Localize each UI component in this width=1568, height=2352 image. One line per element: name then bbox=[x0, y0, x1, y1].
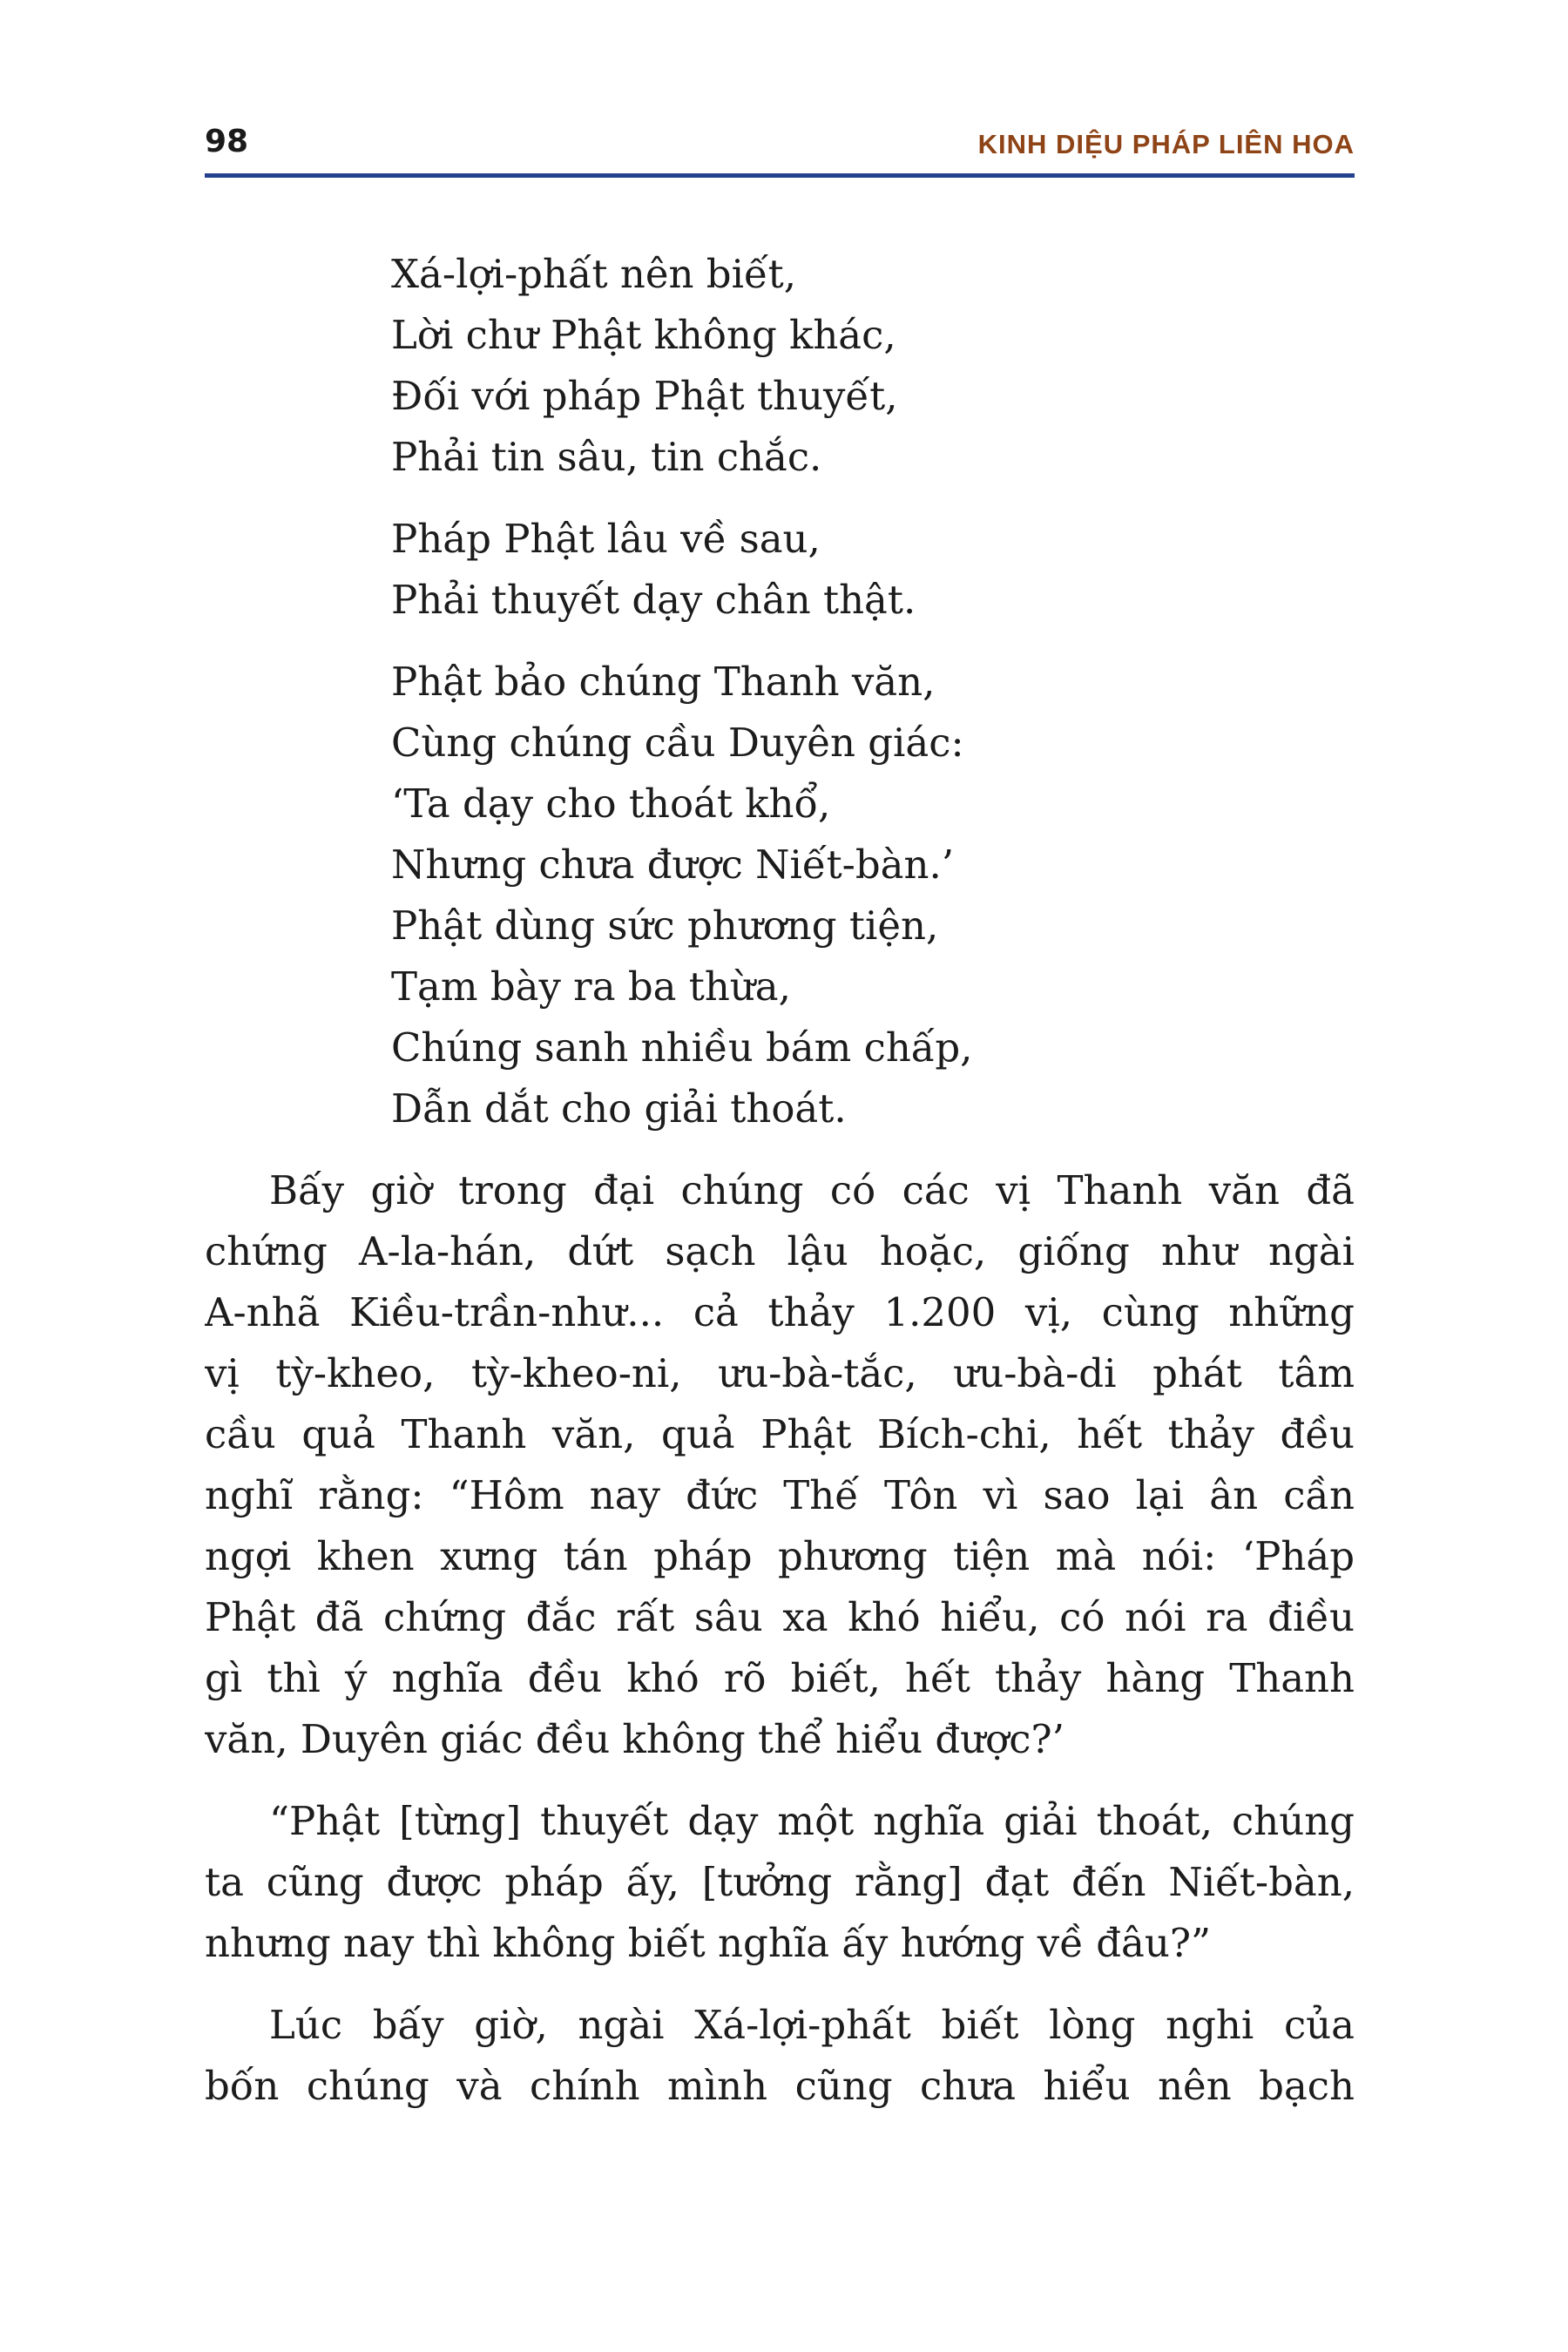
paragraph-line: chứng A-la-hán, dứt sạch lậu hoặc, giống như ngài bbox=[205, 1228, 1355, 1274]
running-title: KINH DIỆU PHÁP LIÊN HOA bbox=[977, 129, 1355, 159]
poem-stanza bbox=[391, 652, 1355, 1139]
poem-line: Phải thuyết dạy chân thật. bbox=[391, 577, 916, 623]
poem-line: Cùng chúng cầu Duyên giác: bbox=[391, 720, 964, 766]
paragraph-line: nghĩ rằng: “Hôm nay đức Thế Tôn vì sao lại ân cần bbox=[205, 1472, 1355, 1518]
poem-line: Phải tin sâu, tin chắc. bbox=[391, 434, 822, 480]
poem-line: Phật dùng sức phương tiện, bbox=[391, 902, 939, 949]
paragraph-line: “Phật [từng] thuyết dạy một nghĩa giải thoát, chúng bbox=[269, 1798, 1355, 1844]
page-body bbox=[205, 244, 1355, 2138]
page-number: 98 bbox=[205, 124, 249, 159]
paragraph-line: ta cũng được pháp ấy, [tưởng rằng] đạt đến Niết-bàn, bbox=[205, 1859, 1355, 1905]
poem-line: Phật bảo chúng Thanh văn, bbox=[391, 659, 936, 705]
paragraph-line: bốn chúng và chính mình cũng chưa hiểu nên bạch bbox=[205, 2063, 1355, 2109]
poem-line: Đối với pháp Phật thuyết, bbox=[391, 373, 898, 419]
paragraph-line: A-nhã Kiều-trần-như... cả thảy 1.200 vị, cùng những bbox=[205, 1289, 1355, 1335]
paragraph-line: ngợi khen xưng tán pháp phương tiện mà nói: ‘Pháp bbox=[205, 1533, 1355, 1579]
poem-line: Pháp Phật lâu về sau, bbox=[391, 516, 821, 562]
poem-stanza bbox=[391, 509, 1355, 631]
paragraph-line: nhưng nay thì không biết nghĩa ấy hướng về đâu?” bbox=[205, 1920, 1211, 1966]
paragraph-line: gì thì ý nghĩa đều khó rõ biết, hết thảy hàng Thanh bbox=[205, 1655, 1355, 1701]
paragraph-line: Lúc bấy giờ, ngài Xá-lợi-phất biết lòng nghi của bbox=[269, 2002, 1355, 2048]
page-header bbox=[205, 122, 1355, 166]
poem-stanza bbox=[391, 244, 1355, 488]
paragraph bbox=[205, 1995, 1355, 2117]
header-rule bbox=[205, 173, 1355, 178]
paragraph-line: vị tỳ-kheo, tỳ-kheo-ni, ưu-bà-tắc, ưu-bà-di phát tâm bbox=[205, 1350, 1355, 1396]
paragraph-line: cầu quả Thanh văn, quả Phật Bích-chi, hết thảy đều bbox=[205, 1411, 1355, 1457]
paragraph-line: Phật đã chứng đắc rất sâu xa khó hiểu, có nói ra điều bbox=[205, 1594, 1355, 1640]
paragraph-line: Bấy giờ trong đại chúng có các vị Thanh văn đã bbox=[269, 1167, 1355, 1213]
poem-line: Chúng sanh nhiều bám chấp, bbox=[391, 1024, 973, 1071]
paragraph bbox=[205, 1791, 1355, 1974]
poem-line: Xá-lợi-phất nên biết, bbox=[391, 251, 797, 297]
paragraph bbox=[205, 1160, 1355, 1770]
paragraph-line: văn, Duyên giác đều không thể hiểu được?’ bbox=[205, 1716, 1064, 1762]
poem-line: ‘Ta dạy cho thoát khổ, bbox=[391, 781, 831, 827]
poem-line: Lời chư Phật không khác, bbox=[391, 312, 896, 358]
poem-line: Nhưng chưa được Niết-bàn.’ bbox=[391, 841, 955, 888]
poem-line: Dẫn dắt cho giải thoát. bbox=[391, 1085, 847, 1132]
poem-line: Tạm bày ra ba thừa, bbox=[391, 963, 791, 1010]
